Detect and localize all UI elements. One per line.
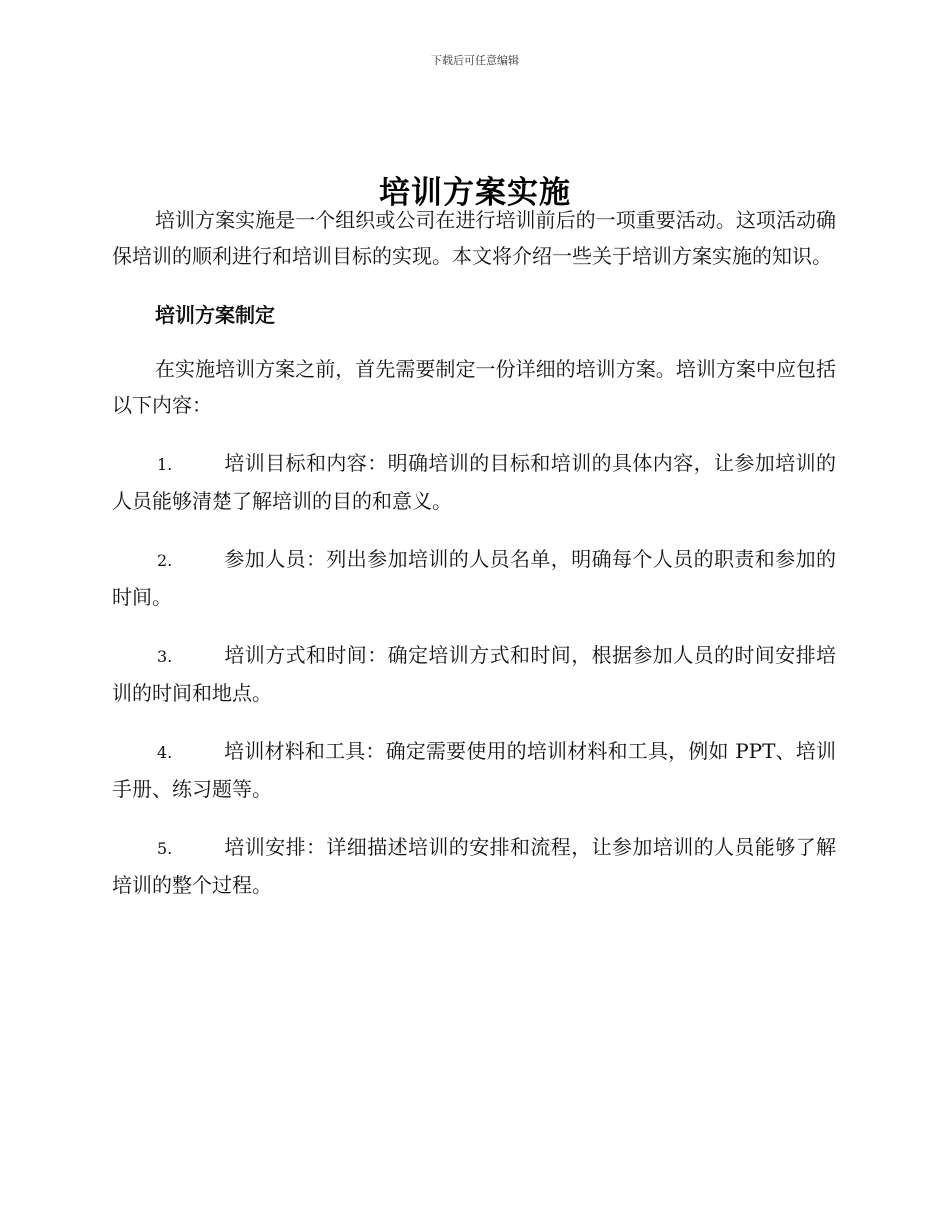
list-item bbox=[112, 445, 836, 519]
list-item-text: 培训安排：详细描述培训的安排和流程，让参加培训的人员能够了解培训的整个过程。 bbox=[112, 835, 836, 897]
document-body bbox=[112, 202, 836, 903]
list-item-text: 培训材料和工具：确定需要使用的培训材料和工具，例如 PPT、培训手册、练习题等。 bbox=[112, 739, 836, 801]
list-item-text: 培训方式和时间：确定培训方式和时间，根据参加人员的时间安排培训的时间和地点。 bbox=[112, 643, 836, 705]
section-lead-paragraph: 在实施培训方案之前，首先需要制定一份详细的培训方案。培训方案中应包括以下内容： bbox=[112, 357, 836, 417]
list-number: 3. bbox=[157, 647, 173, 666]
list-item bbox=[112, 637, 836, 711]
document-title: 培训方案实施 bbox=[379, 174, 571, 211]
list-item-text: 参加人员：列出参加培训的人员名单，明确每个人员的职责和参加的时间。 bbox=[112, 547, 836, 609]
list-number: 5. bbox=[157, 839, 173, 858]
list-item bbox=[112, 829, 836, 903]
section-heading: 培训方案制定 bbox=[155, 303, 275, 327]
header-note: 下载后可任意编辑 bbox=[431, 54, 519, 67]
list-item bbox=[112, 541, 836, 615]
list-item-text: 培训目标和内容：明确培训的目标和培训的具体内容，让参加培训的人员能够清楚了解培训的目的和意义。 bbox=[112, 451, 836, 513]
list-number: 1. bbox=[157, 455, 173, 474]
list-number: 4. bbox=[157, 743, 173, 762]
list-item bbox=[112, 733, 836, 807]
intro-paragraph: 培训方案实施是一个组织或公司在进行培训前后的一项重要活动。这项活动确保培训的顺利进行和培训目标的实现。本文将介绍一些关于培训方案实施的知识。 bbox=[112, 208, 836, 268]
list-number: 2. bbox=[157, 551, 173, 570]
